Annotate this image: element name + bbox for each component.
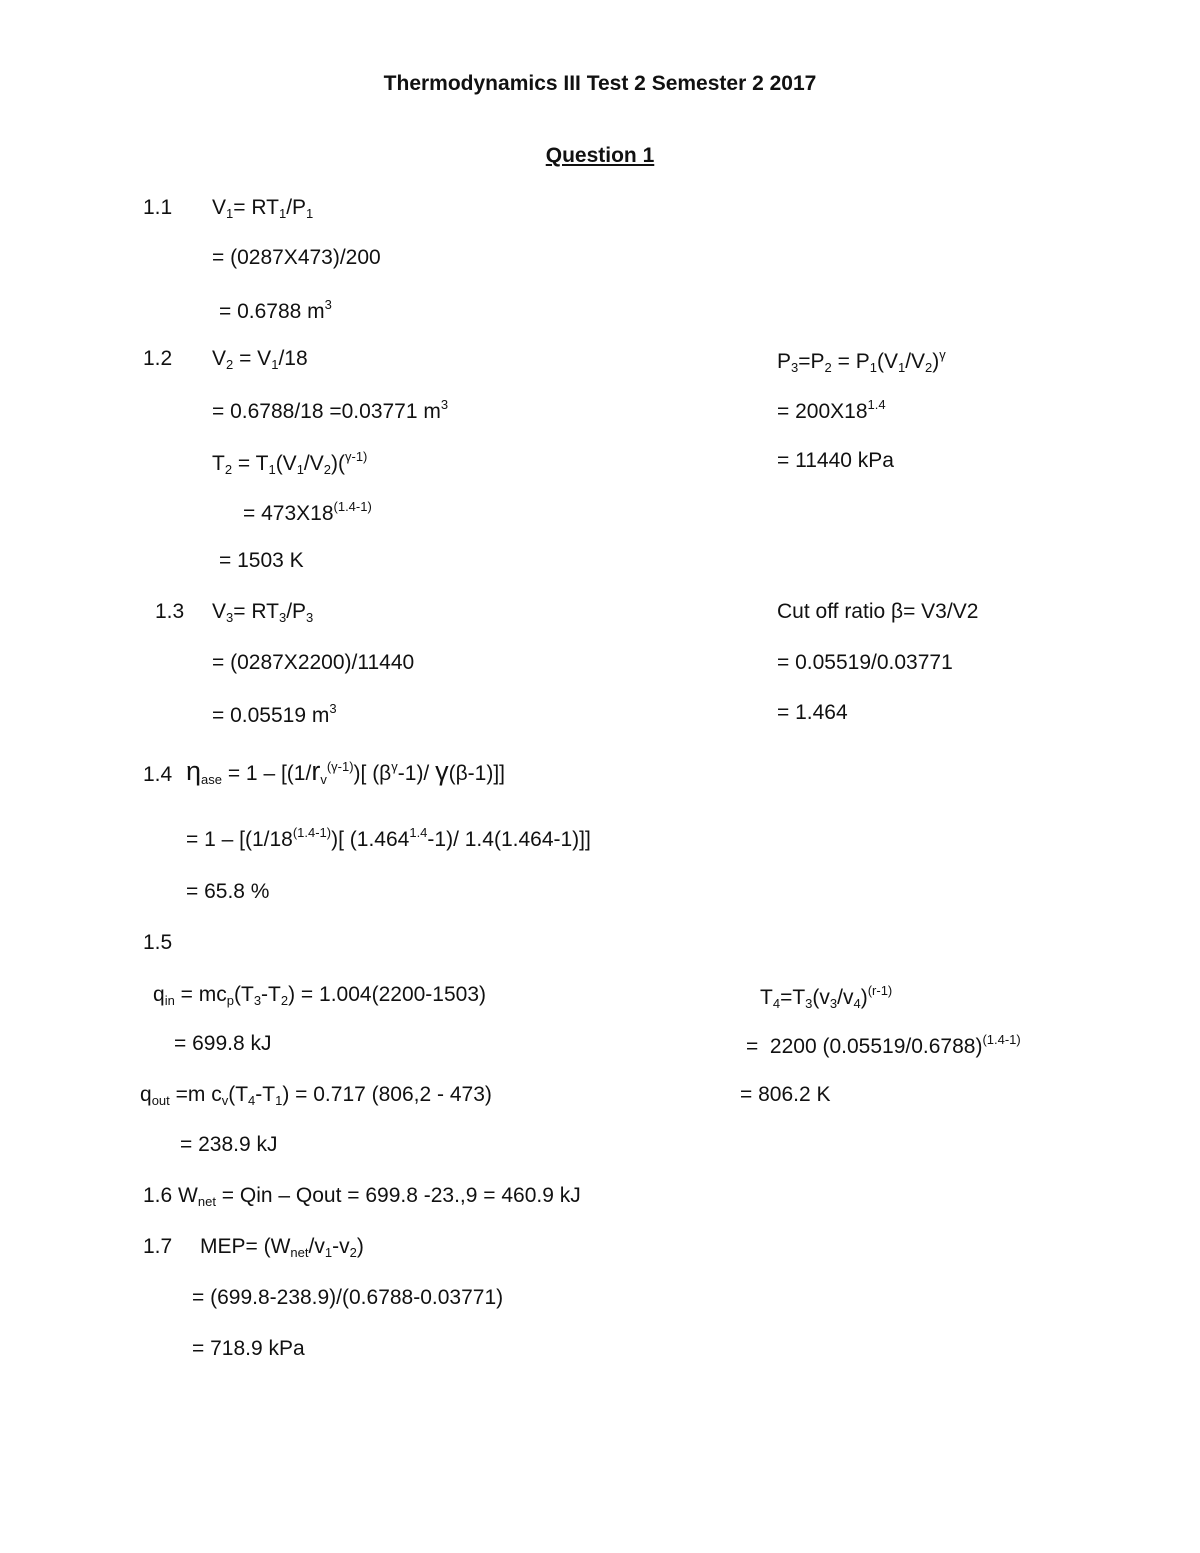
mep-calculation: = (699.8-238.9)/(0.6788-0.03771) <box>192 1286 504 1309</box>
section-label-1-1: 1.1 <box>143 196 173 219</box>
v3-calculation: = (0287X2200)/11440 <box>212 651 415 674</box>
qout-equation: $q_{out} =m$ $c_v(T_4-T_1) = 0.717$ (806,2 - 473) <box>140 1083 492 1108</box>
t4-result: = 806.2 K <box>740 1083 831 1106</box>
p3-equation: $P_3=P_2 = P_1(V_1/V_2)^\gamma$ <box>777 347 946 375</box>
question-heading: Question 1 <box>545 144 655 167</box>
cutoff-ratio-result: = 1.464 <box>777 701 848 724</box>
qout-result: = 238.9 kJ <box>180 1133 278 1156</box>
v3-result: = 0.05519 $m^3$ <box>212 701 337 727</box>
section-label-1-7: 1.7 <box>143 1235 173 1258</box>
efficiency-result: = 65.8 % <box>186 880 270 903</box>
qin-equation: $q_{in} = mc_p(T_3-T_2) = 1.004(2200-1503)$ <box>153 983 486 1008</box>
v1-equation: $V_1= RT_1/P_1$ <box>212 196 314 221</box>
v2-equation: $V_2 = V_1/18$ <box>212 347 308 372</box>
v3-equation: $V_3= RT_3/P_3$ <box>212 600 314 625</box>
v2-result: = 0.6788/18 =0.03771 $m^3$ <box>212 397 449 423</box>
section-label-1-6: 1.6 <box>143 1184 173 1207</box>
efficiency-equation: $\eta_{ase} = 1 - [(1/r_v^{(\gamma-1)})$[ $(\beta^\gamma-1)/$ γ(β-1)]] <box>186 756 506 787</box>
section-label-1-5: 1.5 <box>143 931 173 954</box>
net-work-equation: 1.6 $W_{net}$ = Qin – Qout = 699.8 -23.,9 = 460.9 kJ <box>143 1184 581 1209</box>
v1-result: = 0.6788 $m^3$ <box>219 297 332 323</box>
v1-calculation: = (0287X473)/200 <box>212 246 381 269</box>
p3-result: = 11440 kPa <box>777 449 894 472</box>
t2-result: = 1503 K <box>219 549 304 572</box>
cutoff-ratio-equation: Cut off ratio β= V3/V2 <box>777 600 979 623</box>
mep-result: = 718.9 kPa <box>192 1337 305 1360</box>
qin-result: = 699.8 kJ <box>174 1032 272 1055</box>
cutoff-ratio-calculation: = 0.05519/0.03771 <box>777 651 953 674</box>
mep-equation: $MEP= (W_{net}/v_1-v_2)$ <box>200 1235 364 1260</box>
t2-equation: $T_2 = T_1(V_1/V_2)(^{\gamma-1)}$ <box>212 449 368 477</box>
section-label-1-3: 1.3 <box>155 600 185 623</box>
t4-calculation: = 2200 $(0.05519/0.6788)^{(1.4-1)}$ <box>746 1032 1021 1058</box>
p3-calculation: = $200X18^{1.4}$ <box>777 397 886 423</box>
t4-equation: $T_4=T_3(v_3/v_4)^{(r-1)}$ <box>760 983 893 1011</box>
section-label-1-4: 1.4 <box>143 763 173 786</box>
section-label-1-2: 1.2 <box>143 347 173 370</box>
document-title: Thermodynamics III Test 2 Semester 2 2017 <box>383 72 817 95</box>
efficiency-calculation: = $1 - [(1/18^{(1.4-1)})$[ $(1.464^{1.4}-1)/$ 1.4(1.464-1)]] <box>186 825 591 851</box>
t2-calculation: = $473X18^{(1.4-1)}$ <box>243 499 372 525</box>
